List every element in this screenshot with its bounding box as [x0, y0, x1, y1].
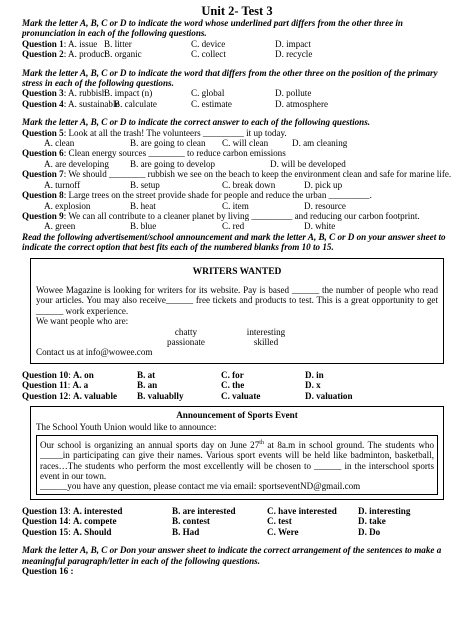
option-d: D. recycle: [275, 49, 313, 60]
trait: interesting: [246, 326, 286, 337]
section2-instruction: Mark the letter A, B, C or D to indicate the word that differs from the other three on the position of the primary stress in each of the following questions.: [22, 67, 438, 89]
option-b: B. litter: [104, 38, 132, 49]
option-c: C. collect: [191, 49, 226, 60]
option-a: A. clean: [44, 138, 75, 149]
trait: passionate: [167, 336, 205, 347]
option-d: D. in: [305, 369, 324, 380]
option-d: D. resource: [304, 200, 346, 211]
option-d: D. pollute: [275, 88, 312, 99]
ad-body: Wowee Magazine is looking for writers for its website. Pay is based ______ the number of people who read your articles. You may also receive______ free tickets and products to test. This is a great opportunity to get ______ work experience.: [36, 284, 438, 316]
traits-row: [146, 327, 438, 337]
page-title: Unit 2- Test 3: [201, 4, 273, 18]
option-d: D. atmosphere: [275, 98, 329, 109]
option-a: A. interested: [73, 505, 123, 516]
option-d: D. am cleaning: [292, 138, 348, 149]
option-b: B. an: [137, 380, 158, 391]
option-b: B. are going to clean: [130, 138, 206, 149]
ad-contact: Contact us at info@wowee.com: [36, 347, 153, 358]
options-row: [22, 180, 452, 190]
option-b: B. heat: [130, 200, 156, 211]
option-b: B. at: [137, 369, 156, 380]
question-label: Question 9: [22, 210, 64, 221]
option-d: D. will be developed: [270, 158, 346, 169]
question-label: Question 10: [22, 369, 69, 380]
option-a: A. on: [73, 369, 94, 380]
option-a: A. rubbish: [68, 88, 107, 99]
announcement-box: [30, 406, 444, 500]
option-d: D. white: [304, 221, 336, 232]
option-c: C. item: [222, 200, 249, 211]
question-16-label: Question 16 :: [22, 565, 74, 576]
question-row: Question 10: A. on B. at C. for D. in: [22, 369, 324, 380]
option-a: A. explosion: [44, 200, 91, 211]
announcement-inner-box: [36, 435, 438, 495]
option-a: A. compete: [73, 516, 117, 527]
question-label: Question 15: [22, 526, 69, 537]
question-row: Question 3: A. rubbish B. impact (n) C. global D. pollute: [22, 88, 312, 99]
question-5: Question 5: Look at all the trash! The volunteers _________ it up today.: [22, 127, 287, 138]
option-c: C. for: [221, 369, 244, 380]
option-a: A. green: [44, 221, 76, 232]
option-b: B. Had: [172, 526, 200, 537]
question-label: Question 2: [22, 49, 64, 60]
option-b: B. blue: [130, 221, 157, 232]
announcement-intro: The School Youth Union would like to announce:: [36, 422, 217, 433]
option-b: B. calculate: [114, 98, 157, 109]
question-stem: We should ________ rubbish we see on the beach to keep the environment clean and safe for marine life.: [68, 169, 452, 180]
option-b: B. are going to develop: [130, 158, 216, 169]
option-a: A. valuable: [73, 390, 118, 401]
question-label: Question 8: [22, 190, 64, 201]
options-row: [22, 201, 452, 211]
ad-want: We want people who are:: [36, 316, 129, 327]
option-c: C. Were: [267, 526, 299, 537]
option-d: D. pick up: [304, 179, 343, 190]
question-stem: Look at all the trash! The volunteers _________ it up today.: [68, 127, 287, 138]
options-row: [22, 159, 452, 169]
option-d: D. impact: [275, 38, 311, 49]
option-d: D. valuation: [305, 390, 353, 401]
advertisement-box: [30, 258, 444, 364]
traits-row: [146, 337, 438, 347]
question-label: Question 12: [22, 390, 69, 401]
question-label: Question 13: [22, 505, 69, 516]
option-d: D. take: [358, 516, 386, 527]
question-label: Question 5: [22, 127, 64, 138]
question-label: Question 1: [22, 38, 64, 49]
trait: chatty: [174, 326, 198, 337]
option-a: A. issue: [68, 38, 98, 49]
option-c: C. will clean: [222, 138, 269, 149]
question-row: Question 12: A. valuable B. valuablly C. valuate D. valuation: [22, 390, 353, 401]
announcement-heading: Announcement of Sports Event: [176, 410, 298, 420]
option-c: C. the: [221, 380, 245, 391]
options-row: [22, 138, 452, 148]
question-label: Question 14: [22, 516, 69, 527]
option-a: A. Should: [73, 526, 112, 537]
question-stem: Clean energy sources ________ to reduce carbon emissions: [68, 148, 286, 159]
option-a: A. product: [68, 49, 107, 60]
question-row: Question 14: A. compete B. contest C. test D. take: [22, 516, 386, 527]
question-label: Question 4: [22, 98, 64, 109]
section4-instruction: Read the following advertisement/school announcement and mark the letter A, B, C or D on your answer sheet to indicate the correct option that best fits each of the numbered blanks from 10 to 15.: [22, 231, 446, 253]
section1-instruction: Mark the letter A, B, C or D to indicate the word whose underlined part differs from the other three in pronunciation in each of the following questions.: [22, 18, 403, 39]
section3-instruction: Mark the letter A, B, C or D to indicate the correct answer to each of the following questions.: [22, 117, 371, 128]
option-b: B. organic: [104, 49, 142, 60]
trait: skilled: [253, 336, 279, 347]
question-label: Question 11: [22, 380, 68, 391]
question-row: Question 1: A. issue B. litter C. device D. impact: [22, 38, 311, 49]
option-c: C. valuate: [221, 390, 261, 401]
option-a: A. a: [72, 380, 89, 391]
question-label: Question 3: [22, 88, 64, 99]
announcement-body: Our school is organizing an annual sports day on June 27th at 8a.m in school ground. The students who _____in participating can give their names. Various sport events will be held like badminton, basketball, races…The students who perform the most excellently will be chosen to ______ in the interschool sports event in our town.: [40, 439, 434, 482]
option-c: C. test: [267, 516, 292, 527]
option-b: B. valuablly: [137, 390, 184, 401]
question-row: Question 4: A. sustainable B. calculate C. estimate D. atmosphere: [22, 98, 329, 109]
question-stem: We can all contribute to a cleaner planet by living _________ and reducing our carbon footprint.: [68, 210, 420, 221]
question-8: Question 8: Large trees on the street provide shade for people and reduce the urban _________.: [22, 190, 372, 201]
question-label: Question 7: [22, 169, 64, 180]
question-9: Question 9: We can all contribute to a cleaner planet by living _________ and reducing our carbon footprint.: [22, 210, 420, 221]
option-d: D. interesting: [358, 505, 411, 516]
section5-instruction: Mark the letter A, B, C or Don your answer sheet to indicate the correct arrangement of the sentences to make a meaningful paragraph/letter in each of the following questions.: [22, 545, 442, 566]
question-7: Question 7: We should ________ rubbish we see on the beach to keep the environment clean and safe for marine life.: [22, 169, 452, 180]
question-6: Question 6: Clean energy sources ________ to reduce carbon emissions: [22, 148, 286, 159]
option-b: B. setup: [130, 179, 160, 190]
option-a: A. are developing: [44, 158, 109, 169]
options-row: [22, 221, 452, 231]
question-row: Question 11: A. a B. an C. the D. x: [22, 380, 321, 391]
option-a: A. sustainable: [68, 98, 120, 109]
option-b: B. contest: [172, 516, 210, 527]
option-c: C. break down: [222, 179, 276, 190]
option-b: B. are interested: [172, 505, 236, 516]
option-a: A. turnoff: [44, 179, 81, 190]
question-row: Question 13: A. interested B. are interested C. have interested D. interesting: [22, 505, 411, 516]
question-row: Question 15: A. Should B. Had C. Were D. Do: [22, 526, 381, 537]
option-b: B. impact (n): [104, 88, 153, 99]
option-d: D. x: [305, 380, 321, 391]
option-c: C. global: [191, 88, 225, 99]
question-stem: Large trees on the street provide shade for people and reduce the urban _________.: [68, 190, 372, 201]
option-c: C. device: [191, 38, 226, 49]
ad-heading: WRITERS WANTED: [192, 266, 282, 277]
question-row: Question 2: A. product B. organic C. collect D. recycle: [22, 49, 313, 60]
option-c: C. have interested: [267, 505, 337, 516]
option-c: C. estimate: [191, 98, 232, 109]
option-d: D. Do: [358, 526, 381, 537]
option-c: C. red: [222, 221, 245, 232]
question-label: Question 6: [22, 148, 64, 159]
announcement-contact: ______you have any question, please contact me via email: sportseventND@gmail.com: [40, 481, 361, 492]
